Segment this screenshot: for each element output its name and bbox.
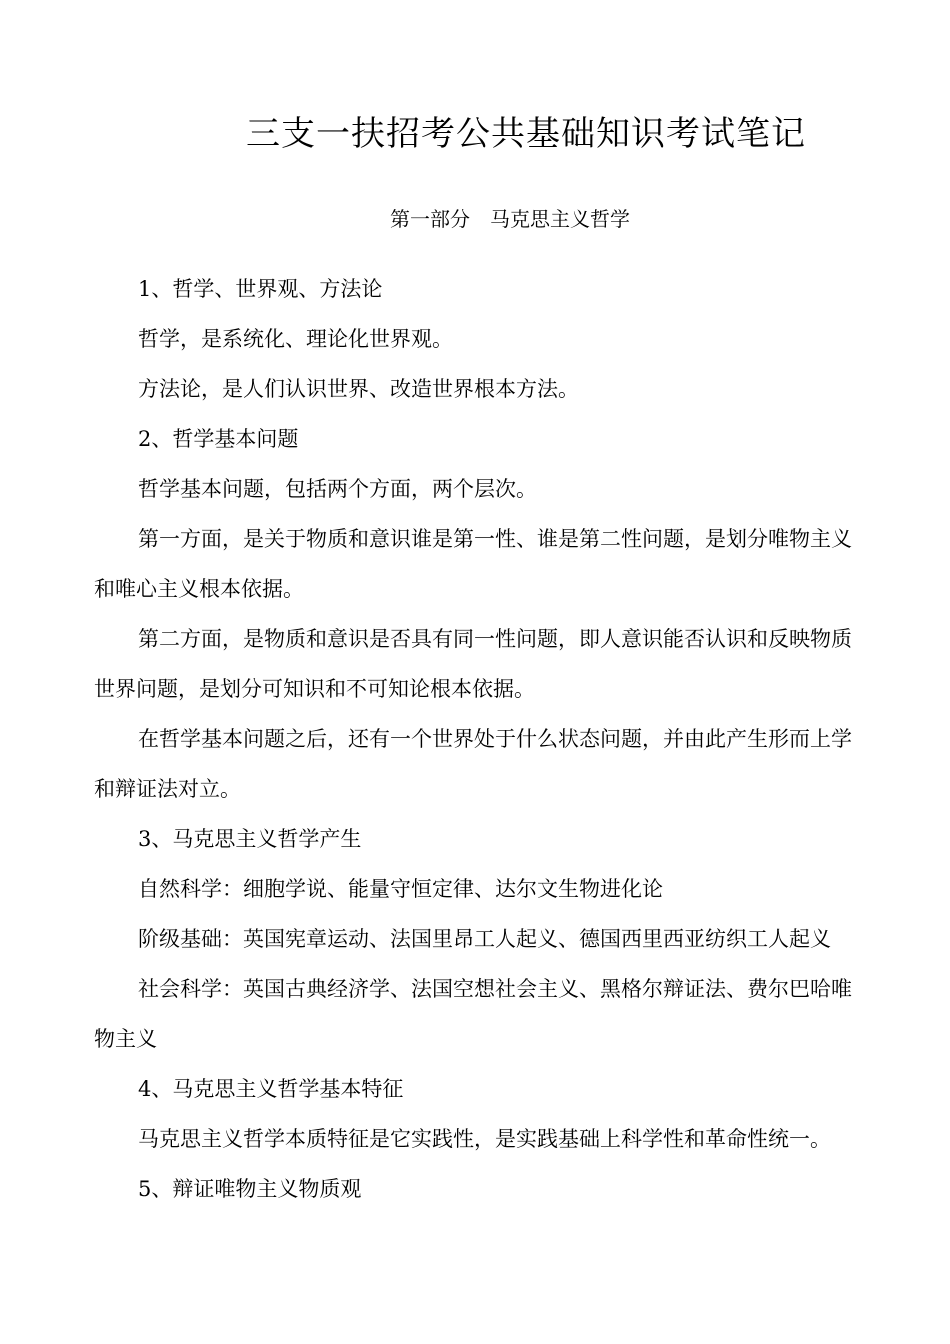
paragraph-line: 阶级基础：英国宪章运动、法国里昂工人起义、德国西里西亚纺织工人起义: [138, 927, 831, 951]
paragraph-line: 社会科学：英国古典经济学、法国空想社会主义、黑格尔辩证法、费尔巴哈唯: [138, 977, 852, 1001]
section-heading-2: 2、哲学基本问题: [138, 427, 299, 451]
paragraph-line: 和辩证法对立。: [94, 777, 241, 801]
section-heading-1: 1、哲学、世界观、方法论: [138, 277, 383, 301]
paragraph-line: 在哲学基本问题之后，还有一个世界处于什么状态问题，并由此产生形而上学: [138, 727, 852, 751]
document-body: [94, 264, 910, 1214]
section-heading-5: 5、辩证唯物主义物质观: [138, 1177, 362, 1201]
paragraph-line: 马克思主义哲学本质特征是它实践性，是实践基础上科学性和革命性统一。: [138, 1127, 831, 1151]
section-heading-3: 3、马克思主义哲学产生: [138, 827, 362, 851]
paragraph-line: 自然科学：细胞学说、能量守恒定律、达尔文生物进化论: [138, 877, 663, 901]
document-title: 三支一扶招考公共基础知识考试笔记: [246, 114, 806, 154]
paragraph-line: 哲学，是系统化、理论化世界观。: [138, 327, 453, 351]
paragraph-line: 方法论，是人们认识世界、改造世界根本方法。: [138, 377, 579, 401]
section-heading-4: 4、马克思主义哲学基本特征: [138, 1077, 404, 1101]
paragraph-line: 物主义: [94, 1027, 157, 1051]
paragraph-line: 和唯心主义根本依据。: [94, 577, 304, 601]
paragraph-line: 第二方面，是物质和意识是否具有同一性问题，即人意识能否认识和反映物质: [138, 627, 852, 651]
paragraph-line: 哲学基本问题，包括两个方面，两个层次。: [138, 477, 537, 501]
paragraph-line: 世界问题，是划分可知识和不可知论根本依据。: [94, 677, 535, 701]
paragraph-line: 第一方面，是关于物质和意识谁是第一性、谁是第二性问题，是划分唯物主义: [138, 527, 852, 551]
part-heading: 第一部分 马克思主义哲学: [390, 207, 630, 231]
